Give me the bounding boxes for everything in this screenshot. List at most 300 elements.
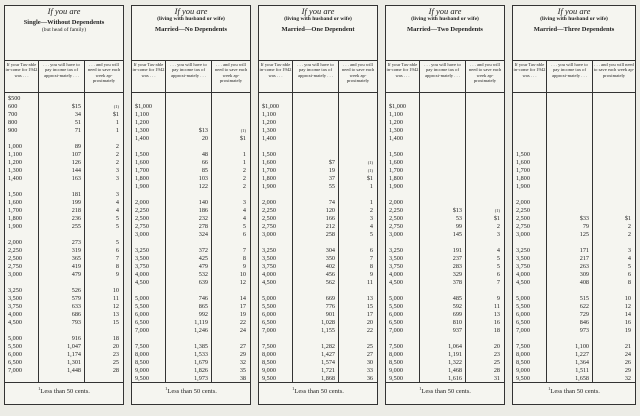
heading-if-you-are: If you are xyxy=(557,6,591,16)
income-cell: 2,750 xyxy=(8,263,22,270)
tax-cell: 103 xyxy=(198,175,208,182)
income-cell: 9,000 xyxy=(516,367,530,374)
heading-if-you-are: If you are xyxy=(301,6,335,16)
savings-cell xyxy=(339,95,377,103)
panel-header xyxy=(5,6,123,61)
savings-cell xyxy=(339,239,377,247)
heading-living-with-spouse: (living with husband or wife) xyxy=(157,16,225,22)
tax-cell: 120 xyxy=(325,207,335,214)
income-cell xyxy=(386,239,419,247)
tax-cell xyxy=(166,287,211,295)
income-cell: 5,500 xyxy=(389,303,403,310)
tax-cell: 622 xyxy=(579,303,589,310)
tax-cell xyxy=(166,335,211,343)
income-cell: 4,500 xyxy=(8,319,22,326)
income-cell: 2,000 xyxy=(135,199,149,206)
tax-cell xyxy=(547,239,592,247)
income-cell: 5,500 xyxy=(8,343,22,350)
income-cell: 700 xyxy=(8,111,18,118)
income-cell: 5,500 xyxy=(135,303,149,310)
savings-cell: 33 xyxy=(366,367,373,374)
tax-cell xyxy=(166,143,211,151)
savings-cell: 20 xyxy=(112,343,119,350)
income-cell xyxy=(386,95,419,103)
panel-header xyxy=(259,6,377,61)
savings-cell: 9 xyxy=(242,263,246,270)
income-column xyxy=(386,93,420,382)
income-cell: 7,500 xyxy=(389,343,403,350)
income-cell: 2,500 xyxy=(135,215,149,222)
tax-cell: $13 xyxy=(198,127,208,134)
footnote-marker: 1 xyxy=(419,386,422,391)
income-cell: 1,200 xyxy=(389,119,403,126)
savings-cell xyxy=(593,335,635,343)
income-cell xyxy=(5,135,38,143)
tax-cell xyxy=(293,127,338,135)
tax-cell xyxy=(420,151,465,159)
tax-cell: 365 xyxy=(71,255,81,262)
income-column-header: If your Tax-able in-come for 1942 was . . . xyxy=(5,61,39,92)
savings-cell xyxy=(593,175,635,183)
savings-cell xyxy=(212,119,250,127)
tax-cell: $15 xyxy=(71,103,81,110)
tax-cell xyxy=(420,135,465,143)
savings-cell: $1 xyxy=(624,215,631,222)
savings-cell: 26 xyxy=(624,359,631,366)
income-cell: 1,700 xyxy=(135,167,149,174)
income-cell: 2,500 xyxy=(8,255,22,262)
savings-cell xyxy=(466,151,504,159)
income-cell: 8,500 xyxy=(262,359,276,366)
income-cell: 1,000 xyxy=(8,143,22,150)
column-headers xyxy=(386,61,504,93)
income-cell xyxy=(5,279,38,287)
tax-cell xyxy=(420,95,465,103)
tax-cell: 1,616 xyxy=(448,375,462,382)
savings-column-header: . . . and you will need to save each week ap-proximately xyxy=(87,62,121,83)
tax-cell xyxy=(547,135,592,143)
tax-cell: 479 xyxy=(71,271,81,278)
income-cell: 9,500 xyxy=(389,375,403,382)
tax-cell xyxy=(39,231,84,239)
savings-cell: 2 xyxy=(496,223,500,230)
savings-cell: 2 xyxy=(627,231,631,238)
savings-cell xyxy=(466,175,504,183)
tax-cell: 1,028 xyxy=(321,319,335,326)
savings-cell: 3 xyxy=(496,231,500,238)
savings-cell xyxy=(212,335,250,343)
savings-cell: 18 xyxy=(493,327,500,334)
savings-cell: 6 xyxy=(115,247,119,254)
tax-cell: 1,448 xyxy=(67,367,81,374)
tax-cell: 973 xyxy=(579,327,589,334)
tax-cell: 122 xyxy=(198,183,208,190)
tax-cell xyxy=(166,103,211,111)
savings-cell: 17 xyxy=(366,311,373,318)
savings-cell: 9 xyxy=(496,295,500,302)
savings-cell: 2 xyxy=(242,167,246,174)
tax-table-panel xyxy=(512,5,636,405)
tax-cell: 191 xyxy=(452,247,462,254)
income-cell: 3,500 xyxy=(8,295,22,302)
savings-cell xyxy=(339,127,377,135)
tax-cell xyxy=(547,183,592,191)
tax-cell: 1,282 xyxy=(321,343,335,350)
tax-cell: 283 xyxy=(452,263,462,270)
tax-cell: 526 xyxy=(71,287,81,294)
income-cell: 3,250 xyxy=(8,287,22,294)
savings-cell: 21 xyxy=(624,343,631,350)
tax-cell: 66 xyxy=(201,159,208,166)
savings-cell xyxy=(466,207,504,215)
savings-cell xyxy=(85,279,123,287)
tax-cell: 1,468 xyxy=(448,367,462,374)
savings-cell: 11 xyxy=(113,295,119,302)
tax-cell: 304 xyxy=(325,247,335,254)
tax-cell: 1,721 xyxy=(321,367,335,374)
tax-column-header: . . . you will have to pay income tax of approxi-mately . . . xyxy=(420,61,466,92)
income-cell: 1,600 xyxy=(262,159,276,166)
income-cell: 8,000 xyxy=(262,351,276,358)
savings-column-header: . . . and you will need to save each week ap-proximately xyxy=(341,62,375,83)
savings-cell xyxy=(593,207,635,215)
tax-cell: 89 xyxy=(74,143,81,150)
income-cell: 4,000 xyxy=(262,271,276,278)
income-cell: 2,750 xyxy=(389,223,403,230)
savings-cell: $1 xyxy=(493,215,500,222)
income-column xyxy=(513,93,547,382)
savings-cell xyxy=(466,135,504,143)
savings-cell xyxy=(212,95,250,103)
income-cell: 1,900 xyxy=(262,183,276,190)
tax-cell: 562 xyxy=(325,279,335,286)
income-cell: 1,900 xyxy=(8,223,22,230)
savings-cell xyxy=(593,239,635,247)
income-cell: 9,500 xyxy=(135,375,149,382)
tax-cell xyxy=(547,103,592,111)
savings-cell: 7 xyxy=(115,255,119,262)
tax-cell xyxy=(166,95,211,103)
footnote-text: Less than 50 cents. xyxy=(40,388,90,396)
income-cell xyxy=(5,375,38,382)
tax-cell xyxy=(547,167,592,175)
tax-cell: 992 xyxy=(198,311,208,318)
savings-cell xyxy=(466,103,504,111)
tax-cell xyxy=(293,135,338,143)
income-cell: 1,800 xyxy=(135,175,149,182)
tax-cell: 107 xyxy=(71,151,81,158)
savings-cell xyxy=(85,135,123,143)
tax-cell xyxy=(420,159,465,167)
panel-title: Married—One Dependent xyxy=(281,26,355,33)
income-cell xyxy=(132,287,165,295)
income-cell: 1,100 xyxy=(389,111,403,118)
footnote-marker: 1 xyxy=(165,386,168,391)
tax-cell: 372 xyxy=(198,247,208,254)
savings-cell xyxy=(339,191,377,199)
income-cell: 6,000 xyxy=(8,351,22,358)
income-column-header: If your Tax-able in-come for 1942 was . . . xyxy=(259,61,293,92)
income-cell: 2,000 xyxy=(8,239,22,246)
income-cell xyxy=(513,127,546,135)
savings-cell: 25 xyxy=(112,359,119,366)
footnote-text: Less than 50 cents. xyxy=(421,388,471,396)
income-cell: 8,500 xyxy=(389,359,403,366)
income-cell: 5,000 xyxy=(135,295,149,302)
savings-cell: 8 xyxy=(369,263,373,270)
tax-cell: 99 xyxy=(455,223,462,230)
income-column-header: If your Tax-able in-come for 1942 was . . . xyxy=(132,61,166,92)
savings-cell: $1 xyxy=(112,111,119,118)
footnote xyxy=(513,382,635,404)
tax-cell: 126 xyxy=(71,159,81,166)
tax-cell xyxy=(293,103,338,111)
savings-cell xyxy=(593,135,635,143)
column-headers xyxy=(132,61,250,93)
income-cell: 5,000 xyxy=(389,295,403,302)
income-cell: 6,500 xyxy=(8,359,22,366)
tax-cell xyxy=(420,199,465,207)
tax-cell: 901 xyxy=(325,311,335,318)
savings-cell: 3 xyxy=(115,167,119,174)
income-column-header: If your Tax-able in-come for 1942 was . . . xyxy=(513,61,547,92)
income-cell xyxy=(5,327,38,335)
income-cell: 1,800 xyxy=(8,215,22,222)
tax-cell xyxy=(39,327,84,335)
income-cell: 4,500 xyxy=(262,279,276,286)
tax-table-panel xyxy=(131,5,251,405)
footnote xyxy=(259,382,377,404)
footnote-marker: 1 xyxy=(548,386,551,391)
savings-cell xyxy=(85,95,123,103)
table-body xyxy=(132,93,250,382)
savings-cell: 5 xyxy=(496,255,500,262)
income-cell: $1,000 xyxy=(262,103,280,110)
savings-cell: 10 xyxy=(239,271,246,278)
income-cell: 6,000 xyxy=(516,311,530,318)
savings-cell xyxy=(339,151,377,159)
savings-cell: 11 xyxy=(494,303,500,310)
tax-cell xyxy=(420,183,465,191)
income-column xyxy=(259,93,293,382)
income-cell: 1,200 xyxy=(8,159,22,166)
tax-column-header: . . . you will have to pay income tax of approxi-mately . . . xyxy=(293,61,339,92)
heading-if-you-are: If you are xyxy=(174,6,208,16)
tax-cell: 1,574 xyxy=(321,359,335,366)
income-cell: 9,000 xyxy=(135,367,149,374)
tax-cell xyxy=(547,127,592,135)
income-cell: $500 xyxy=(8,95,21,102)
income-cell: 2,250 xyxy=(516,207,530,214)
tax-cell: 419 xyxy=(71,263,81,270)
tax-cell: 1,973 xyxy=(194,375,208,382)
tax-cell xyxy=(547,159,592,167)
income-cell: 1,800 xyxy=(262,175,276,182)
income-cell: 2,500 xyxy=(389,215,403,222)
income-cell: 900 xyxy=(8,127,18,134)
savings-cell: 3 xyxy=(242,199,246,206)
savings-cell: 5 xyxy=(115,215,119,222)
tax-cell: 74 xyxy=(328,199,335,206)
panel-subtitle: (but head of family) xyxy=(41,27,87,33)
column-headers xyxy=(5,61,123,93)
income-cell xyxy=(5,231,38,239)
tax-cell: 273 xyxy=(71,239,81,246)
tax-cell: 55 xyxy=(328,183,335,190)
footnote xyxy=(132,382,250,404)
savings-cell: 4 xyxy=(369,223,373,230)
income-cell xyxy=(132,95,165,103)
income-cell: 7,000 xyxy=(262,327,276,334)
tax-cell xyxy=(39,183,84,191)
savings-cell: 20 xyxy=(366,319,373,326)
savings-cell xyxy=(466,191,504,199)
savings-cell: 35 xyxy=(239,367,246,374)
income-cell: 3,500 xyxy=(516,255,530,262)
savings-cell: 12 xyxy=(624,303,631,310)
tax-cell xyxy=(293,151,338,159)
tax-cell: 217 xyxy=(579,255,589,262)
heading-if-you-are: If you are xyxy=(428,6,462,16)
tax-cell: 125 xyxy=(579,231,589,238)
income-cell: 3,000 xyxy=(389,231,403,238)
table-body xyxy=(259,93,377,382)
savings-cell xyxy=(593,151,635,159)
tax-cell: 1,826 xyxy=(194,367,208,374)
footnote xyxy=(386,382,504,404)
tax-cell: 846 xyxy=(579,319,589,326)
savings-cell xyxy=(85,231,123,239)
tax-column-header: . . . you will have to pay income tax of approxi-mately . . . xyxy=(39,61,85,92)
footnote-ref: (1) xyxy=(113,104,119,109)
tax-cell: 171 xyxy=(579,247,589,254)
tax-cell xyxy=(166,119,211,127)
savings-cell xyxy=(212,191,250,199)
heading-living-with-spouse: (living with husband or wife) xyxy=(411,16,479,22)
income-cell: 1,500 xyxy=(516,151,530,158)
income-cell: 1,700 xyxy=(389,167,403,174)
tax-cell xyxy=(420,191,465,199)
income-cell: 8,000 xyxy=(516,351,530,358)
savings-cell: 23 xyxy=(112,351,119,358)
column-headers xyxy=(513,61,635,93)
income-cell: 8,000 xyxy=(389,351,403,358)
tax-cell xyxy=(547,119,592,127)
income-cell xyxy=(386,191,419,199)
income-cell: 2,000 xyxy=(516,199,530,206)
panel-title: Married—Three Dependents xyxy=(533,26,615,33)
income-cell xyxy=(132,143,165,151)
tax-cell: 515 xyxy=(579,295,589,302)
tax-cell: 592 xyxy=(452,303,462,310)
income-cell: 2,250 xyxy=(8,247,22,254)
tax-cell: 699 xyxy=(452,311,462,318)
footnote-marker: 1 xyxy=(292,386,295,391)
tax-cell: 199 xyxy=(71,199,81,206)
savings-cell: 28 xyxy=(493,367,500,374)
income-cell: 3,000 xyxy=(8,271,22,278)
tax-cell: 1,191 xyxy=(448,351,462,358)
savings-cell: 8 xyxy=(242,255,246,262)
tax-table-panel xyxy=(4,5,124,405)
savings-cell: 22 xyxy=(366,327,373,334)
footnote-text: Less than 50 cents. xyxy=(294,388,344,396)
income-cell: 8,000 xyxy=(135,351,149,358)
income-cell: 2,750 xyxy=(262,223,276,230)
tax-cell xyxy=(420,175,465,183)
income-cell: 1,600 xyxy=(135,159,149,166)
income-cell: 9,500 xyxy=(262,375,276,382)
income-cell: 7,500 xyxy=(135,343,149,350)
income-cell: 1,400 xyxy=(135,135,149,142)
savings-cell: 8 xyxy=(627,279,631,286)
tax-cell: $7 xyxy=(328,159,335,166)
tax-column-header: . . . you will have to pay income tax of approxi-mately . . . xyxy=(166,61,212,92)
income-cell: 5,500 xyxy=(262,303,276,310)
income-cell xyxy=(386,287,419,295)
tax-cell: 20 xyxy=(201,135,208,142)
tax-cell: 145 xyxy=(452,231,462,238)
tax-cell xyxy=(166,111,211,119)
tax-cell: 1,533 xyxy=(194,351,208,358)
tax-cell: 140 xyxy=(198,199,208,206)
tax-cell: 916 xyxy=(71,335,81,342)
savings-cell: 5 xyxy=(496,263,500,270)
savings-cell: 4 xyxy=(627,255,631,262)
savings-cell: 15 xyxy=(112,319,119,326)
table-body xyxy=(513,93,635,382)
panel-title: Single—Without Dependents xyxy=(23,19,105,26)
tax-cell: 1,427 xyxy=(321,351,335,358)
tax-cell: 1,679 xyxy=(194,359,208,366)
savings-cell: 32 xyxy=(624,375,631,382)
income-cell xyxy=(5,183,38,191)
savings-cell: 4 xyxy=(242,207,246,214)
income-cell: 1,700 xyxy=(516,167,530,174)
column-headers xyxy=(259,61,377,93)
tax-column xyxy=(293,93,339,382)
tax-cell xyxy=(547,143,592,151)
income-cell: 3,250 xyxy=(516,247,530,254)
income-cell: 1,200 xyxy=(262,119,276,126)
tax-cell: $33 xyxy=(579,215,589,222)
savings-cell: 2 xyxy=(115,143,119,150)
tax-cell xyxy=(293,239,338,247)
tax-cell: 408 xyxy=(579,279,589,286)
income-cell: 2,250 xyxy=(389,207,403,214)
savings-cell: 6 xyxy=(627,271,631,278)
savings-cell xyxy=(593,183,635,191)
savings-column-header: . . . and you will need to save each week ap-proximately xyxy=(214,62,248,83)
tax-cell: 258 xyxy=(325,231,335,238)
tax-cell xyxy=(547,335,592,343)
savings-cell: 14 xyxy=(624,311,631,318)
tax-cell: 485 xyxy=(452,295,462,302)
tax-column xyxy=(420,93,466,382)
tax-cell xyxy=(547,287,592,295)
savings-cell: 14 xyxy=(239,295,246,302)
tax-cell: 1,322 xyxy=(448,359,462,366)
income-cell: 6,500 xyxy=(135,319,149,326)
savings-cell xyxy=(466,159,504,167)
income-cell: 3,000 xyxy=(135,231,149,238)
savings-cell xyxy=(85,327,123,335)
savings-cell: 19 xyxy=(624,327,631,334)
tax-cell xyxy=(293,119,338,127)
savings-cell xyxy=(593,159,635,167)
income-cell: 1,900 xyxy=(516,183,530,190)
tax-cell: 255 xyxy=(71,223,81,230)
